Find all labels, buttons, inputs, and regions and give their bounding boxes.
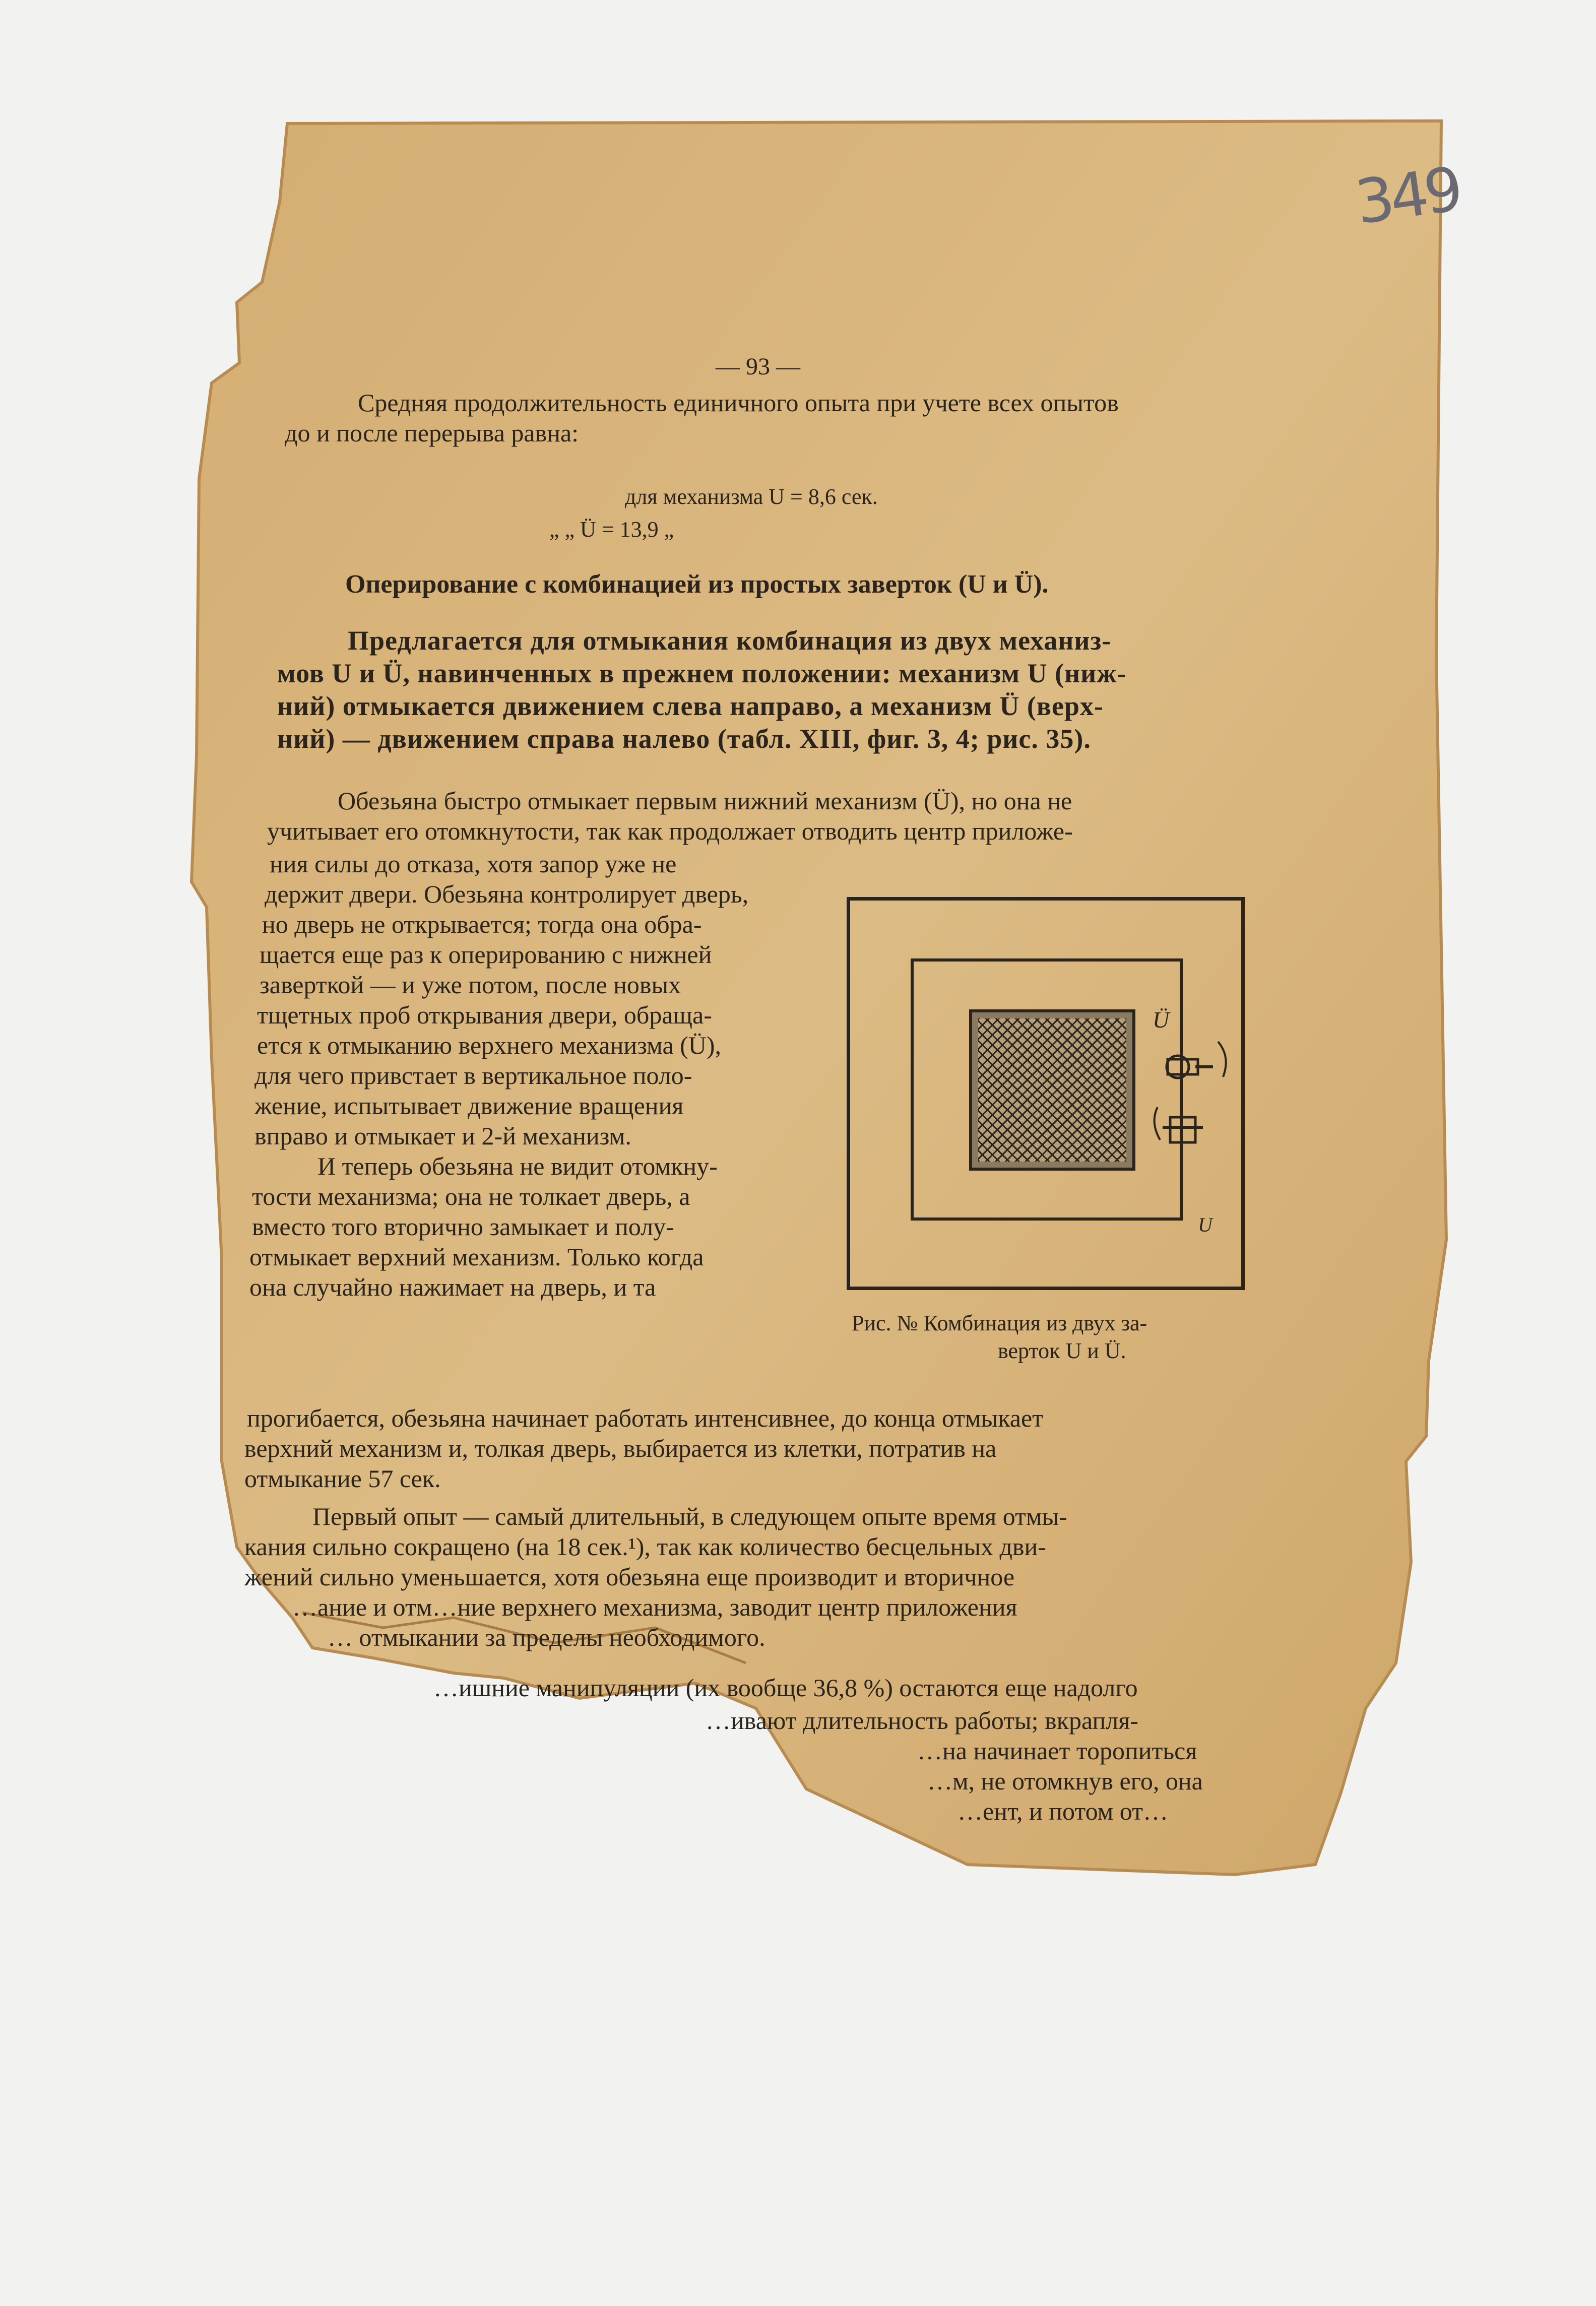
text-line: жений сильно уменьшается, хотя обезьяна еще производит и вторичное [244,1563,1015,1591]
figure-mesh-pattern [978,1018,1126,1162]
text-line: ния силы до отказа, хотя запор уже не [270,850,677,878]
text-line: …ент, и потом от… [957,1797,1168,1825]
figure-label-upper: Ü [1153,1007,1170,1033]
text-line: …м, не отомкнув его, она [927,1767,1203,1795]
bold-paragraph-line: мов U и Ü, навинченных в прежнем положении: механизм U (ниж- [277,658,1127,688]
text-line: прогибается, обезьяна начинает работать интенсивнее, до конца отмыкает [247,1404,1044,1432]
bold-paragraph-line: ний) — движением справа налево (табл. XIII, фиг. 3, 4; рис. 35). [277,724,1091,754]
figure-label-lower: U [1198,1213,1212,1236]
text-line: отмыкание 57 сек. [244,1464,441,1493]
text-line: Средняя продолжительность единичного опыта при учете всех опытов [358,389,1119,417]
figure-frame [847,897,1245,1290]
formula-line: „ „ Ü = 13,9 „ [549,517,674,542]
bold-paragraph-line: Предлагается для отмыкания комбинация из двух механиз- [348,625,1112,656]
text-line: ется к отмыканию верхнего механизма (Ü), [257,1031,722,1059]
bold-paragraph-line: ний) отмыкается движением слева направо, а механизм Ü (верх- [277,691,1104,721]
archive-pencil-number: 349 [1351,154,1463,238]
text-line: И теперь обезьяна не видит отомкну- [317,1152,718,1180]
section-heading: Оперирование с комбинацией из простых заверток (U и Ü). [345,570,1049,599]
text-line: до и после перерыва равна: [285,419,579,447]
text-line: тости механизма; она не толкает дверь, а [252,1182,690,1210]
text-line: …ание и отм…ние верхнего механизма, заводит центр приложения [292,1593,1017,1621]
text-line: отмыкает верхний механизм. Только когда [249,1243,704,1271]
figure-caption: верток U и Ü. [998,1338,1126,1363]
text-line: вправо и отмыкает и 2-й механизм. [254,1122,631,1150]
text-line: тщетных проб открывания двери, обраща- [257,1001,712,1029]
text-line: … отмыкании за пределы необходимого. [328,1623,765,1651]
text-line: щается еще раз к оперированию с нижней [260,940,712,969]
text-line: заверткой — и уже потом, после новых [260,971,681,999]
figure-latch-mechanisms [1147,1032,1248,1183]
text-line: жение, испытывает движение вращения [254,1092,684,1120]
figure-caption: Рис. № Комбинация из двух за- [852,1311,1147,1335]
figure-mesh-panel [969,1009,1135,1171]
text-line: …ивают длительность работы; вкрапля- [706,1706,1138,1735]
text-line: вместо того вторично замыкает и полу- [252,1212,674,1241]
page-number: — 93 — [716,353,800,380]
text-line: Обезьяна быстро отмыкает первым нижний механизм (Ü), но она не [338,787,1072,815]
text-line: для чего привстает в вертикальное поло- [254,1061,692,1090]
text-line: держит двери. Обезьяна контролирует дверь, [265,880,749,908]
text-line: …ишние манипуляции (их вообще 36,8 %) остаются еще надолго [433,1674,1138,1702]
figure-door-frame [911,958,1183,1221]
text-line: но дверь не открывается; тогда она обра- [262,910,702,938]
text-line: Первый опыт — самый длительный, в следующем опыте время отмы- [312,1502,1067,1530]
text-line: верхний механизм и, толкая дверь, выбирается из клетки, потратив на [244,1434,997,1462]
text-line: …на начинает торопиться [917,1737,1197,1765]
text-line: она случайно нажимает на дверь, и та [249,1273,656,1301]
formula-line: для механизма U = 8,6 сек. [625,484,878,509]
text-line: кания сильно сокращено (на 18 сек.¹), так как количество бесцельных дви- [244,1532,1046,1561]
text-line: учитывает его отомкнутости, так как продолжает отводить центр приложе- [267,817,1073,845]
